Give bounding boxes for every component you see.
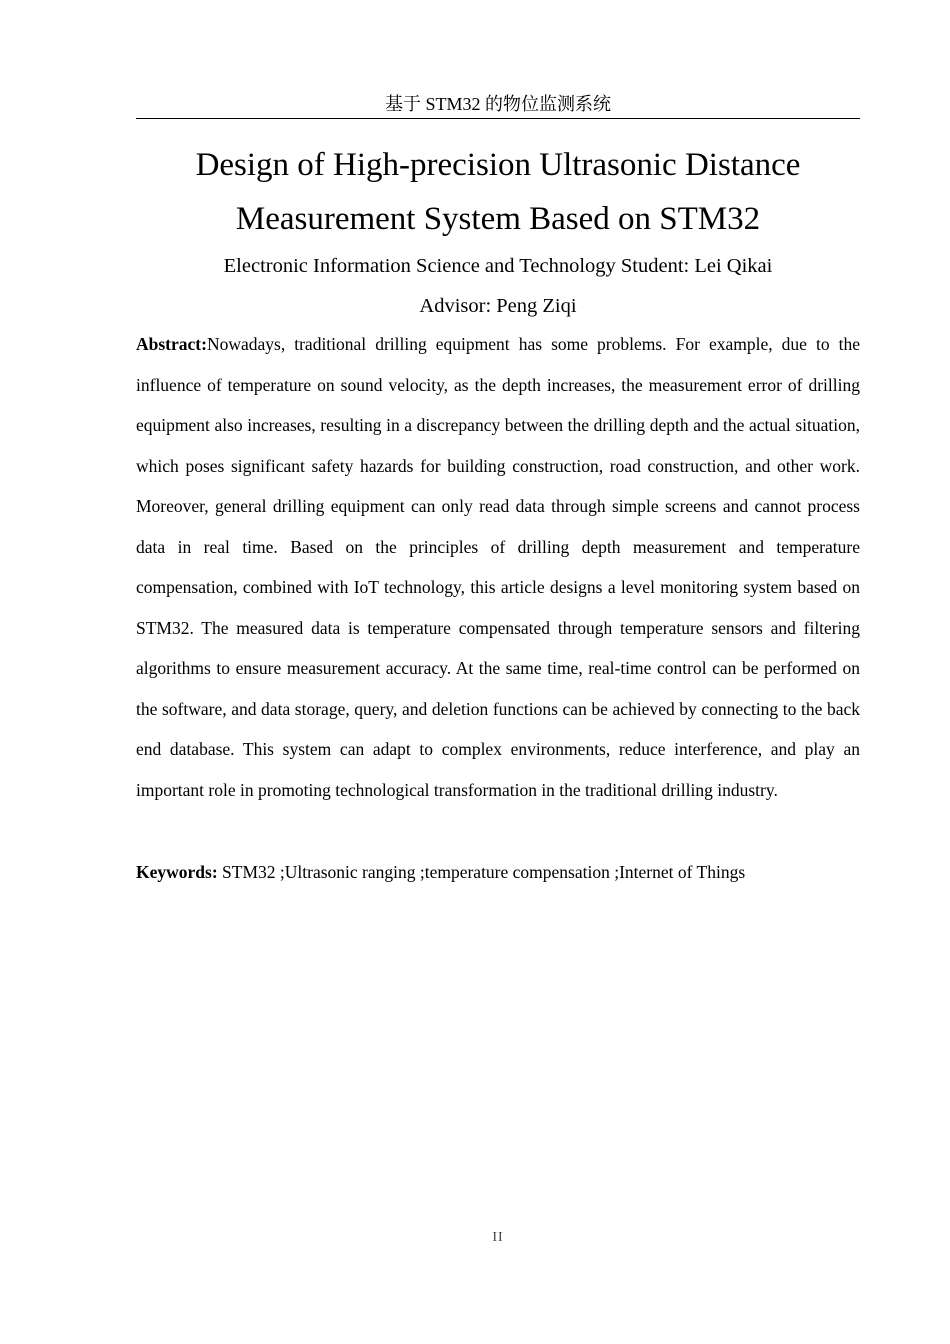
abstract-paragraph: [136, 324, 860, 810]
header-rule: [136, 118, 860, 119]
abstract-label: Abstract:: [136, 334, 207, 354]
student-line: Electronic Information Science and Technology Student: Lei Qikai: [223, 255, 773, 277]
keywords-label: Keywords:: [136, 862, 218, 882]
abstract-text: Nowadays, traditional drilling equipment has some problems. For example, due to the influence of temperature on sound velocity, as the depth increases, the measurement error of drilling equipment also increases, resulting in a discrepancy between the drilling depth and the actual situation, which poses significant safety hazards for building construction, road construction, and other work. Moreover, general drilling equipment can only read data through simple screens and cannot process data in real time. Based on the principles of drilling depth measurement and temperature compensation, combined with IoT technology, this article designs a level monitoring system based on STM32. The measured data is temperature compensated through temperature sensors and filtering algorithms to ensure measurement accuracy. At the same time, real-time control can be performed on the software, and data storage, query, and deletion functions can be achieved by connecting to the back end database. This system can adapt to complex environments, reduce interference, and play an important role in promoting technological transformation in the traditional drilling industry.: [136, 334, 860, 800]
running-header: 基于 STM32 的物位监测系统: [384, 94, 611, 114]
title-block: [136, 138, 860, 326]
advisor-line: Advisor: Peng Ziqi: [419, 295, 577, 317]
keywords-line: [136, 852, 860, 893]
paper-title-line-2: Measurement System Based on STM32: [235, 201, 761, 237]
keywords-text: STM32 ;Ultrasonic ranging ;temperature compensation ;Internet of Things: [217, 862, 746, 882]
paper-title-line-1: Design of High-precision Ultrasonic Distance: [195, 147, 801, 183]
page-number: II: [492, 1230, 504, 1245]
